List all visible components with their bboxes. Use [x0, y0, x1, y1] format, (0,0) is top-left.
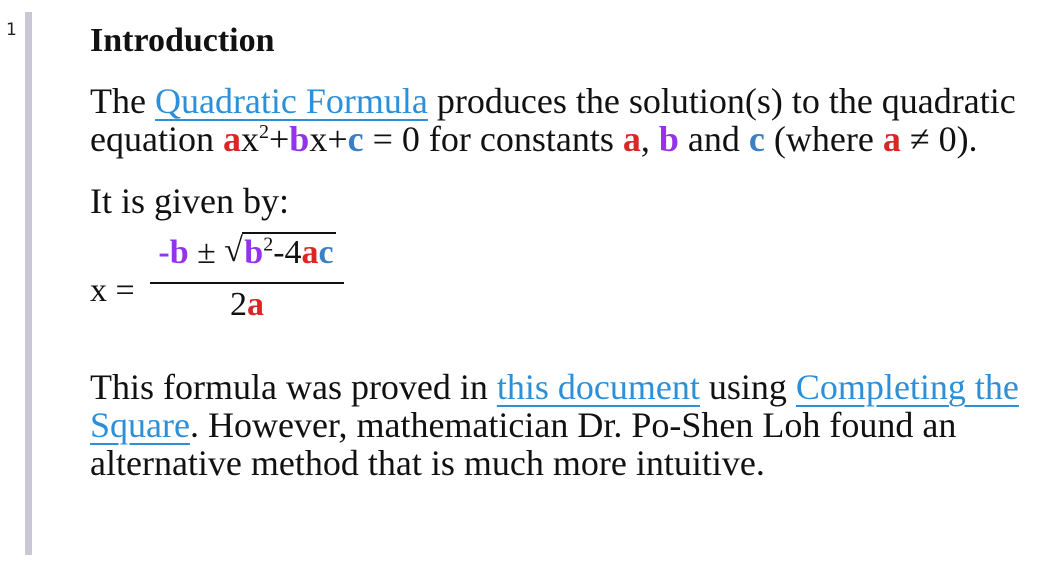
block-indicator-bar[interactable]: [25, 12, 32, 555]
var-a: a: [247, 286, 264, 323]
quadratic-formula-link[interactable]: Quadratic Formula: [154, 81, 428, 121]
line-number: 1: [6, 20, 17, 40]
formula-lhs: x =: [90, 272, 135, 309]
var-x: x: [240, 119, 259, 159]
text: ≠ 0).: [900, 119, 978, 159]
text: and: [678, 119, 749, 159]
intro-paragraph: [90, 82, 1040, 158]
radicand: [242, 232, 335, 271]
text: The: [90, 81, 155, 121]
proof-paragraph: [90, 368, 1040, 482]
document-content: [90, 18, 1040, 482]
this-document-link[interactable]: this document: [496, 367, 700, 407]
fraction: [150, 234, 344, 324]
given-by-paragraph: It is given by:: [90, 181, 289, 221]
var-b: b: [658, 119, 679, 159]
completing-the-square-link[interactable]: Completing the Square: [90, 367, 1019, 445]
var-a: a: [622, 119, 641, 159]
var-c: c: [318, 234, 334, 271]
var-b: b: [244, 234, 264, 271]
exponent: 2: [263, 233, 274, 256]
text: using: [699, 367, 796, 407]
text: produces the solution(s) to the quadratic equation: [90, 81, 1016, 159]
two: 2: [230, 286, 247, 323]
text: . However, mathematician Dr. Po-Shen Loh found an alternative method that is much more intuitive.: [90, 405, 957, 483]
var-a: a: [301, 234, 319, 271]
exponent: 2: [258, 121, 269, 143]
text: ,: [640, 119, 659, 159]
text: (where: [764, 119, 883, 159]
square-root: [224, 234, 335, 272]
numerator: [150, 234, 344, 278]
operator: +: [268, 119, 290, 159]
var-a: a: [882, 119, 901, 159]
minus-sign: -: [158, 234, 170, 271]
section-heading: Introduction: [90, 22, 275, 59]
var-b: b: [289, 119, 310, 159]
var-a: a: [222, 119, 241, 159]
fraction-bar: [150, 282, 344, 284]
var-x: x+: [309, 119, 348, 159]
text: This formula was proved in: [90, 367, 497, 407]
var-c: c: [748, 119, 765, 159]
plus-minus: ±: [188, 234, 225, 271]
var-b: b: [169, 234, 189, 271]
quadratic-formula: [90, 234, 1040, 344]
radical-icon: √: [224, 232, 243, 269]
text: = 0 for constants: [363, 119, 623, 159]
var-c: c: [347, 119, 364, 159]
denominator: [150, 286, 344, 324]
minus-four: -4: [273, 234, 302, 271]
